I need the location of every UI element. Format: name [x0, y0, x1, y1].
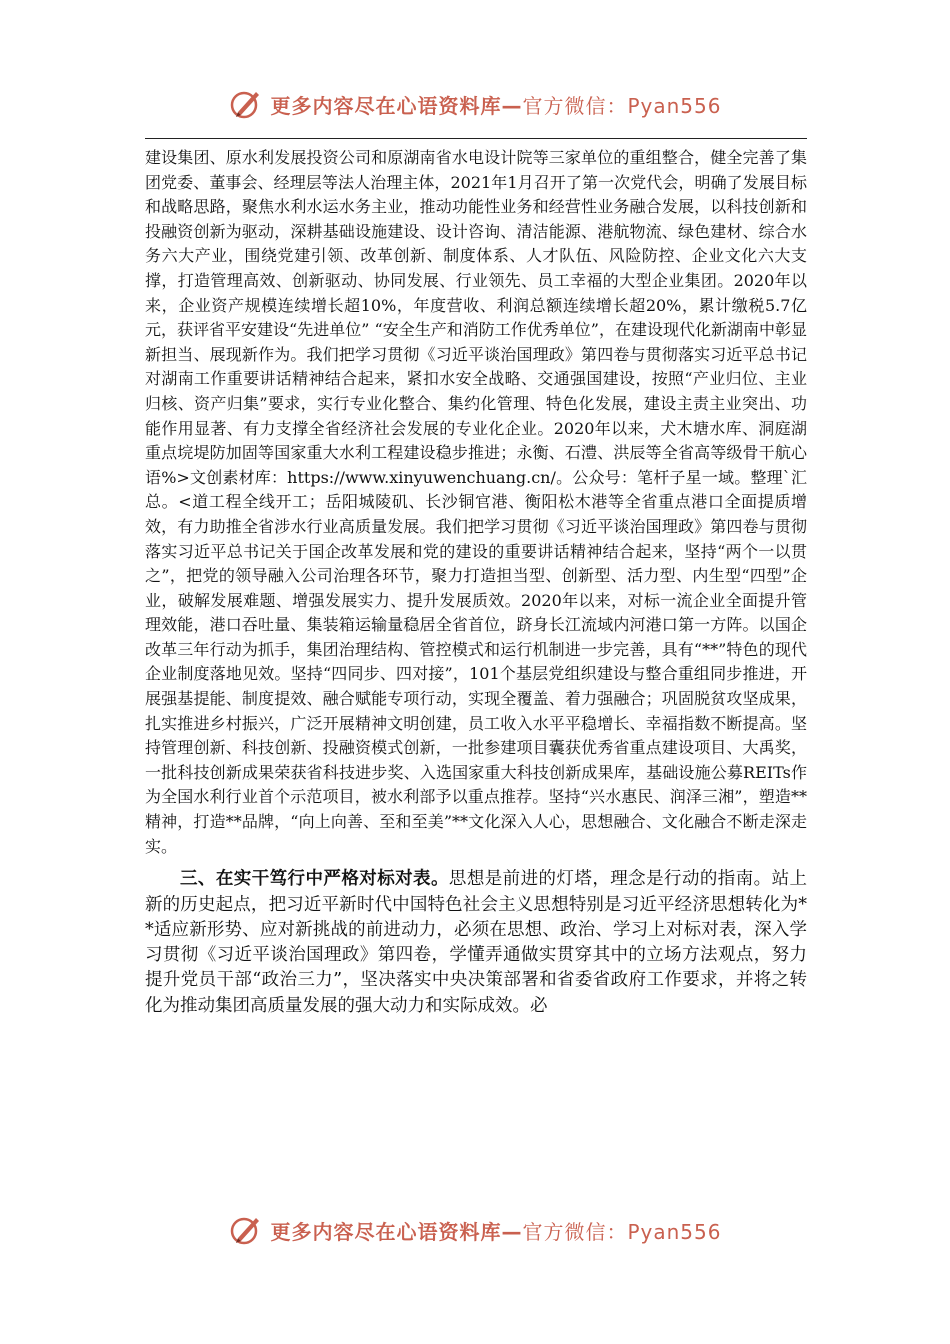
- pen-circle-logo-icon: [228, 86, 264, 122]
- footer-banner-text: [270, 1216, 721, 1245]
- header-rule: [145, 138, 807, 139]
- pen-circle-logo-icon: [228, 1212, 264, 1248]
- body-paragraph-2: [145, 867, 807, 1019]
- header-banner-main: 更多内容尽在心语资料库: [270, 93, 502, 118]
- body-paragraph-1: 建设集团、原水利发展投资公司和原湖南省水电设计院等三家单位的重组整合，健全完善了集团党委、董事会、经理层等法人治理主体，2021年1月召开了第一次党代会，明确了发展目标和战略思路，聚焦水利水运水务主业，推动功能性业务和经营性业务融合发展，以科技创新和投融资创新为驱动，深耕基础设施建设、设计咨询、清洁能源、港航物流、绿色建材、综合水务六大产业，围绕党建引领、改革创新、制度体系、人才队伍、风险防控、企业文化六大支撑，打造管理高效、创新驱动、协同发展、行业领先、员工幸福的大型企业集团。2020年以来，企业资产规模连续增长超10%，年度营收、利润总额连续增长超20%，累计缴税5.7亿元，获评省平安建设“先进单位” “安全生产和消防工作优秀单位”，在建设现代化新湖南中彰显新担当、展现新作为。我们把学习贯彻《习近平谈治国理政》第四卷与贯彻落实习近平总书记对湖南工作重要讲话精神结合起来，紧扣水安全战略、交通强国建设，按照“产业归位、主业归核、资产归集”要求，实行专业化整合、集约化管理、特色化发展，建设主责主业突出、功能作用显著、有力支撑全省经济社会发展的专业化企业。2020年以来，犬木塘水库、洞庭湖重点垸堤防加固等国家重大水利工程建设稳步推进；永衡、石澧、洪辰等全省高等级骨干航心语%>文创素材库：https://www.xinyuwenchuang.cn/。公众号：笔杆子星一域。整理`汇总。<道工程全线开工；岳阳城陵矶、长沙铜官港、衡阳松木港等全省重点港口全面提质增效，有力助推全省涉水行业高质量发展。我们把学习贯彻《习近平谈治国理政》第四卷与贯彻落实习近平总书记关于国企改革发展和党的建设的重要讲话精神结合起来，坚持“两个一以贯之”，把党的领导融入公司治理各环节，聚力打造担当型、创新型、活力型、内生型“四型”企业，破解发展难题、增强发展实力、提升发展质效。2020年以来，对标一流企业全面提升管理效能，港口吞吐量、集装箱运输量稳居全省首位，跻身长江流域内河港口第一方阵。以国企改革三年行动为抓手，集团治理结构、管控模式和运行机制进一步完善，具有“**”特色的现代企业制度落地见效。坚持“四同步、四对接”，101个基层党组织建设与整合重组同步推进，开展强基提能、制度提效、融合赋能专项行动，实现全覆盖、着力强融合；巩固脱贫攻坚成果，扎实推进乡村振兴，广泛开展精神文明创建，员工收入水平平稳增长、幸福指数不断提高。坚持管理创新、科技创新、投融资模式创新，一批参建项目囊获优秀省重点建设项目、大禹奖，一批科技创新成果荣获省科技进步奖、入选国家重大科技创新成果库，基础设施公募REITs作为全国水利行业首个示范项目，被水利部予以重点推荐。坚持“兴水惠民、润泽三湘”，塑造**精神，打造**品牌，“向上向善、至和至美”**文化深入人心，思想融合、文化融合不断走深走实。: [145, 148, 807, 856]
- header-banner-wechat: 官方微信：Pyan556: [522, 93, 722, 118]
- header-banner: [0, 84, 950, 124]
- section-3-text: 思想是前进的灯塔，理念是行动的指南。站上新的历史起点，把习近平新时代中国特色社会主义思想特别是习近平经济思想转化为**适应新形势、应对新挑战的前进动力，必须在思想、政治、学习上对标对表，深入学习贯彻《习近平谈治国理政》第四卷，学懂弄通做实贯穿其中的立场方法观点，努力提升党员干部“政治三力”，坚决落实中央决策部署和省委省政府工作要求，并将之转化为推动集团高质量发展的强大动力和实际成效。必: [145, 869, 808, 1016]
- header-banner-text: [270, 90, 721, 119]
- footer-banner: [0, 1210, 950, 1250]
- footer-banner-wechat: 官方微信：Pyan556: [522, 1219, 722, 1244]
- header-banner-separator: —: [501, 93, 523, 118]
- footer-banner-main: 更多内容尽在心语资料库: [270, 1219, 502, 1244]
- section-heading-3: 三、在实干笃行中严格对标对表。: [180, 869, 449, 890]
- document-body: [145, 146, 807, 1037]
- footer-banner-separator: —: [501, 1219, 523, 1244]
